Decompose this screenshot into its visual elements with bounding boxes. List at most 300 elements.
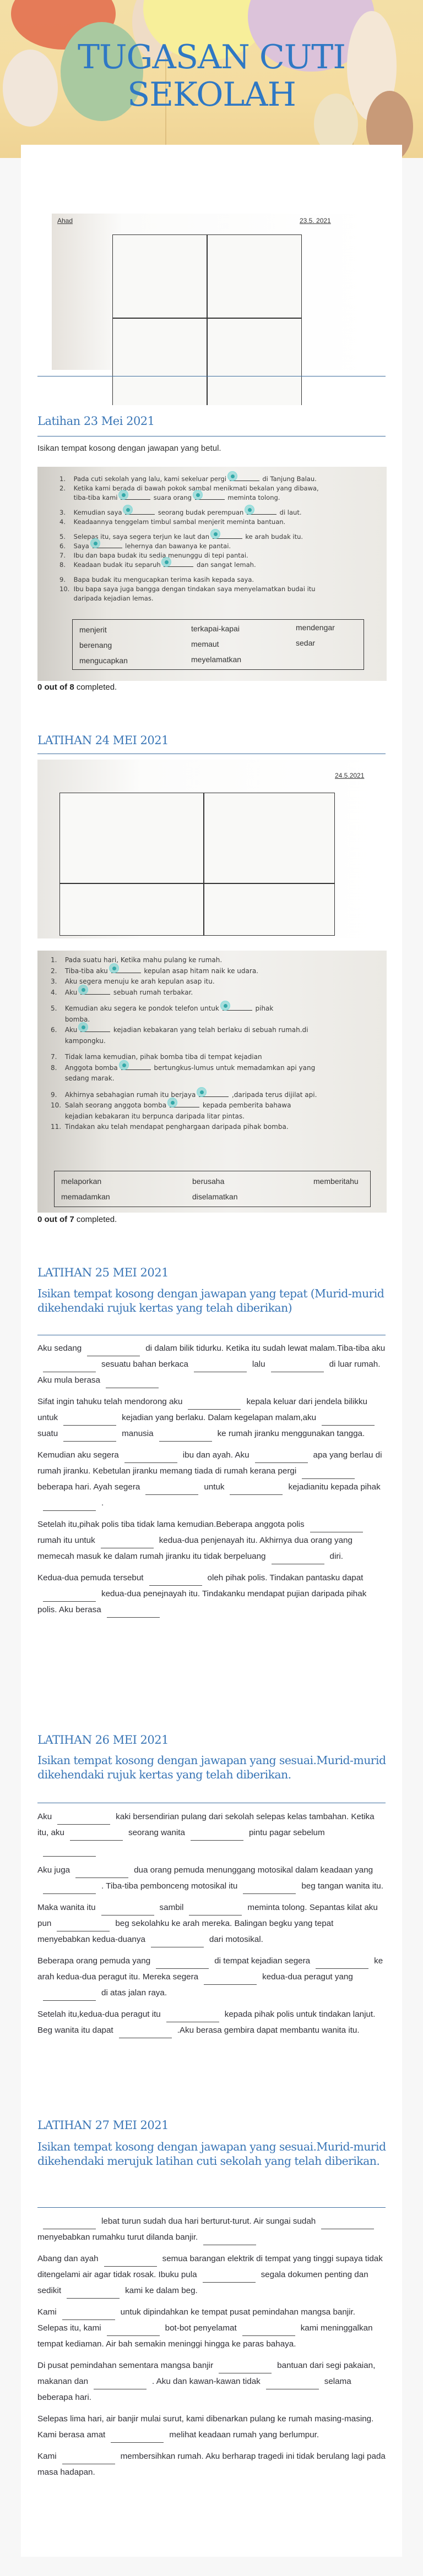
blank-input[interactable]: [63, 1415, 116, 1426]
blank-input[interactable]: [63, 1431, 116, 1442]
hotspot-dot-icon[interactable]: [118, 490, 128, 500]
blank-input[interactable]: [302, 1468, 355, 1479]
section-title-latihan-24: LATIHAN 24 MEI 2021: [37, 734, 169, 747]
blank-input[interactable]: [101, 1904, 154, 1915]
passage-text: Kedua-dua pemuda tersebut: [37, 1573, 144, 1582]
section-subtitle: Isikan tempat kosong dengan jawapan yang sesuai.Murid-murid dikehendaki merujuk latihan cuti sekolah yang telah diberikan.: [37, 2140, 386, 2168]
blank-input[interactable]: [94, 2378, 147, 2389]
hotspot-dot-icon[interactable]: [167, 1098, 177, 1107]
question-text: Ibu dan bapa budak itu sedia menunggu di tepi pantai.: [72, 552, 248, 559]
blank-input[interactable]: [62, 2453, 115, 2464]
hotspot-dot-icon[interactable]: [123, 505, 133, 515]
word-bank-item: mengucapkan: [79, 656, 128, 665]
blank-input[interactable]: [149, 1575, 202, 1586]
section-title-latihan-25: LATIHAN 25 MEI 2021: [37, 1266, 169, 1279]
worksheet-line: [59, 560, 319, 570]
passage-text: lebat turun sudah dua hari berturut-turut. Air sungai sudah: [101, 2217, 316, 2226]
hotspot-dot-icon[interactable]: [109, 963, 119, 973]
passage-text: Sifat ingin tahuku telah mendorong aku: [37, 1397, 183, 1406]
question-text: daripada kejadian lemas.: [72, 594, 154, 602]
passage-paragraph: [37, 2357, 388, 2405]
worksheet-line: [51, 1111, 317, 1122]
passage-text: melihat keadaan rumah yang berlumpur.: [169, 2430, 319, 2439]
word-bank-item: memberitahu: [313, 1177, 359, 1186]
passage-text: kedua-dua penejnayah itu. Tindakanku mendapat pujian daripada pihak polis. Aku berasa: [37, 1589, 367, 1614]
blank-input[interactable]: [159, 1431, 212, 1442]
word-bank: [54, 1171, 371, 1207]
passage-text: Selepas lima hari, air banjir mulai surut, kami dibenarkan pulang ke rumah masing-masing. Kami berasa amat: [37, 2414, 374, 2439]
word-bank-item: meyelamatkan: [191, 655, 242, 664]
answer-hotspot[interactable]: [170, 1101, 199, 1107]
passage-text: Setelah itu,kedua-dua peragut itu: [37, 2010, 161, 2019]
passage-text: Aku: [37, 1812, 52, 1821]
word-bank-item: memadamkan: [61, 1192, 110, 1201]
answer-hotspot[interactable]: [125, 508, 155, 515]
word-bank-item: berusaha: [192, 1177, 225, 1186]
passage-text: rumah itu untuk: [37, 1536, 95, 1545]
blank-input[interactable]: [43, 2218, 96, 2229]
blank-input[interactable]: [62, 2309, 115, 2320]
question-text: kejadian kebakaran itu berpunca daripada litar pintas.: [63, 1112, 245, 1120]
passage-text: kami meninggalkan tempat kediaman. Air bah semakin meninggi hingga ke paras bahaya.: [37, 2323, 373, 2349]
worksheet-24-comic-image: [37, 760, 383, 938]
question-text: Akhirnya sebahagian rumah itu berjaya: [63, 1090, 198, 1099]
blank-input[interactable]: [156, 1958, 209, 1969]
blank-input[interactable]: [203, 2234, 256, 2245]
worksheet-line: [51, 1025, 317, 1036]
progress-suffix: completed.: [76, 683, 117, 692]
question-text: lehernya dan bawanya ke pantai.: [123, 542, 231, 550]
worksheet-line: [51, 987, 317, 998]
hotspot-dot-icon[interactable]: [78, 1022, 88, 1032]
question-text: Aku: [63, 988, 80, 996]
word-bank-item: sedar: [296, 638, 316, 647]
word-bank-item: mendengar: [296, 623, 335, 632]
passage-text: selama beberapa hari.: [37, 2377, 351, 2402]
passage-text: ke arah kedua-dua peragut itu. Mereka segera: [37, 1956, 383, 1982]
question-text: kejadian kebakaran yang telah berlaku di sebuah rumah.di: [111, 1026, 308, 1034]
worksheet-line: [51, 1063, 317, 1074]
answer-hotspot[interactable]: [80, 988, 110, 995]
answer-hotspot[interactable]: [80, 1025, 110, 1032]
hotspot-dot-icon[interactable]: [119, 1060, 129, 1070]
passage-text: Aku sedang: [37, 1344, 82, 1353]
passage-text: Beberapa orang pemuda yang: [37, 1956, 151, 1966]
worksheet-line: [59, 508, 319, 517]
question-number: 9.: [59, 576, 66, 583]
passage-paragraph: [37, 2411, 388, 2443]
progress-status: [37, 1215, 117, 1224]
worksheet-line: [51, 1014, 317, 1025]
answer-hotspot[interactable]: [247, 508, 276, 515]
comic-panel-2: [207, 234, 302, 318]
passage-text: di dalam bilik tidurku. Ketika itu sudah lewat malam.Tiba-tiba aku: [145, 1344, 386, 1353]
passage-text: apa yang berlau di rumah jiranku. Kebetulan jiranku memang tiada di rumah kerana pergi: [37, 1450, 382, 1476]
passage-text: ibu dan ayah. Aku: [182, 1450, 250, 1460]
question-number: 9.: [51, 1090, 57, 1099]
blank-input[interactable]: [70, 1830, 123, 1841]
passage-text: seorang wanita: [128, 1828, 185, 1837]
blank-input[interactable]: [67, 2288, 120, 2299]
passage-text: diri.: [329, 1552, 343, 1561]
passage-paragraph: [37, 1953, 388, 2001]
passage-paragraph: [37, 2251, 388, 2299]
comic-panel-1: [59, 793, 204, 883]
worksheet-line: [59, 585, 319, 594]
passage-text: untuk: [204, 1482, 225, 1492]
header-banner: [0, 0, 423, 158]
blank-input[interactable]: [43, 1361, 96, 1372]
hotspot-dot-icon[interactable]: [245, 505, 254, 515]
blank-input[interactable]: [272, 1553, 324, 1564]
passage-text: kepada pihak polis untuk tindakan lanjut. Beg wanita itu dapat: [37, 2010, 376, 2035]
comic-panel-2: [204, 793, 335, 883]
hotspot-dot-icon[interactable]: [227, 471, 237, 481]
passage-text: bot-bot penyelamat: [165, 2323, 237, 2333]
section-subtitle: Isikan tempat kosong dengan jawapan yang sesuai.Murid-murid dikehendaki rujuk kertas yang telah diberikan.: [37, 1754, 386, 1781]
blank-input[interactable]: [271, 1361, 324, 1372]
passage-text: kepala keluar dari jendela bilikku untuk: [37, 1397, 367, 1422]
question-text: Bapa budak itu mengucapkan terima kasih kepada saya.: [72, 576, 254, 583]
worksheet-line: [59, 484, 319, 493]
worksheet-line: [59, 594, 319, 603]
date-label: 24.5.2021: [335, 772, 365, 779]
question-number: 5.: [51, 1005, 57, 1012]
blank-input[interactable]: [43, 1591, 96, 1602]
passage-text: dari motosikal.: [209, 1935, 263, 1944]
hotspot-dot-icon[interactable]: [210, 529, 220, 539]
blank-input[interactable]: [43, 1990, 96, 2001]
section-title-latihan-26: LATIHAN 26 MEI 2021: [37, 1733, 169, 1747]
blank-input[interactable]: [322, 1415, 375, 1426]
passage-text: Kami: [37, 2452, 57, 2461]
blank-input[interactable]: [189, 1904, 242, 1915]
blank-input[interactable]: [145, 1484, 198, 1495]
blank-input[interactable]: [230, 1484, 283, 1495]
comic-panel-3: [59, 883, 204, 936]
section-subtitle: Isikan tempat kosong dengan jawapan yang tepat (Murid-murid dikehendaki rujuk kertas yang telah diberikan): [37, 1287, 384, 1314]
progress-status: [37, 683, 117, 692]
blank-input[interactable]: [57, 1920, 110, 1931]
passage-text: Aku juga: [37, 1865, 70, 1875]
question-text: tiba-tiba kami: [72, 494, 120, 501]
question-number: 8.: [51, 1063, 57, 1072]
passage-paragraph: [37, 1862, 388, 1894]
worksheet-line: [59, 542, 319, 551]
passage-text: .: [101, 1498, 104, 1508]
passage-text: Kami: [37, 2307, 57, 2317]
passage-text: sambil: [159, 1903, 184, 1912]
answer-hotspot[interactable]: [93, 542, 122, 548]
passage-text: kejadianitu kepada pihak: [288, 1482, 381, 1492]
question-text: Kemudian saya: [72, 509, 124, 516]
question-text: kepulan asap hitam naik ke udara.: [142, 967, 258, 975]
passage-text: semua barangan elektrik di tempat yang tinggi supaya tidak ditengelami air agar tidak rosak. Ibuku pula: [37, 2254, 383, 2279]
answer-hotspot[interactable]: [195, 493, 225, 500]
question-text: kepada pemberita bahawa: [200, 1101, 291, 1109]
word-bank-item: melaporkan: [61, 1177, 102, 1186]
blank-input[interactable]: [166, 2011, 219, 2022]
passage-text: Abang dan ayah: [37, 2254, 99, 2263]
worksheet-line: [51, 1052, 317, 1063]
blank-input[interactable]: [151, 1936, 204, 1947]
answer-hotspot[interactable]: [230, 474, 259, 481]
question-text: di laut.: [277, 509, 302, 516]
passage-text: di atas jalan raya.: [101, 1988, 167, 1998]
passage-paragraph: [37, 1809, 388, 1857]
answer-hotspot[interactable]: [111, 967, 141, 973]
worksheet-questions: [59, 474, 319, 603]
word-bank-item: memaut: [191, 640, 219, 648]
blank-input[interactable]: [316, 1958, 368, 1969]
passage-text: sesuatu bahan berkaca: [101, 1360, 188, 1369]
passage-paragraph: [37, 2448, 388, 2480]
blank-input[interactable]: [321, 2218, 374, 2229]
question-text: Aku segera menuju ke arah kepulan asap itu.: [63, 978, 215, 985]
blank-input[interactable]: [191, 1830, 243, 1841]
worksheet-line: [59, 474, 319, 484]
passage-text: lalu: [252, 1360, 265, 1369]
worksheet-line: [51, 976, 317, 987]
passage-paragraph: [37, 1570, 388, 1618]
question-number: 7.: [59, 552, 66, 559]
passage-text: beberapa hari. Ayah segera: [37, 1482, 140, 1492]
hotspot-dot-icon[interactable]: [78, 985, 88, 995]
blank-input[interactable]: [204, 1974, 257, 1985]
answer-hotspot[interactable]: [164, 560, 193, 567]
blank-input[interactable]: [106, 1377, 159, 1388]
question-text: bertungkus-lumus untuk memadamkan api yang: [151, 1063, 316, 1072]
comic-panel-3: [112, 318, 207, 405]
word-bank-item: diselamatkan: [192, 1192, 238, 1201]
blank-input[interactable]: [119, 2027, 172, 2038]
blank-input[interactable]: [255, 1452, 308, 1463]
progress-count: 0 out of 8: [37, 683, 74, 692]
question-text: Aku: [63, 1026, 80, 1034]
question-text: Tidak lama kemudian, pihak bomba tiba di tempat kejadian: [63, 1053, 262, 1061]
instruction-text: Isikan tempat kosong dengan jawapan yang betul.: [37, 444, 221, 453]
question-number: 6.: [59, 542, 66, 550]
question-text: pihak: [253, 1005, 274, 1012]
question-number: 11.: [51, 1123, 62, 1131]
question-number: 1.: [59, 475, 66, 483]
worksheet-line: [51, 1090, 317, 1101]
passage-text: ke rumah jiranku menggunakan tangga.: [217, 1429, 365, 1438]
passage-text: dua orang pemuda menunggang motosikal dalam keadaan yang: [134, 1865, 373, 1875]
worksheet-line: [51, 1003, 317, 1014]
question-text: Kemudian aku segera ke pondok telefon untuk: [63, 1005, 221, 1012]
worksheet-line: [59, 517, 319, 527]
passage-text: manusia: [122, 1429, 154, 1438]
comic-panel-4: [204, 883, 335, 936]
worksheet-line: [51, 1036, 317, 1047]
section-title-latihan-27: LATIHAN 27 MEI 2021: [37, 2119, 169, 2132]
blank-input[interactable]: [111, 2432, 164, 2443]
passage-paragraph: [37, 2304, 388, 2352]
page-title: [0, 39, 423, 113]
fill-in-passage: [37, 1340, 388, 1623]
answer-hotspot[interactable]: [121, 1063, 151, 1070]
word-bank-item: terkapai-kapai: [191, 624, 240, 633]
question-number: 8.: [59, 561, 66, 569]
answer-hotspot[interactable]: [121, 493, 150, 500]
title-line: TUGASAN CUTI: [77, 38, 346, 77]
passage-text: pintu pagar sebelum: [248, 1828, 325, 1837]
title-line: SEKOLAH: [127, 75, 296, 114]
passage-text: oleh pihak polis. Tindakan pantasku dapat: [207, 1573, 364, 1582]
passage-text: kedua-dua peragut yang: [262, 1972, 353, 1982]
blank-input[interactable]: [203, 2272, 256, 2283]
hotspot-dot-icon[interactable]: [197, 1087, 207, 1097]
word-bank-item: berenang: [79, 641, 112, 650]
question-number: 2.: [51, 967, 57, 975]
blank-input[interactable]: [194, 1361, 247, 1372]
word-bank-item: menjerit: [79, 625, 107, 634]
passage-text: beg tangan wanita itu.: [301, 1881, 383, 1891]
day-label: Ahad: [57, 217, 73, 225]
blank-input[interactable]: [219, 2362, 272, 2373]
date-label: 23.5. 2021: [300, 217, 331, 225]
blank-input[interactable]: [107, 2325, 160, 2336]
blank-input[interactable]: [43, 1883, 96, 1894]
blank-input[interactable]: [310, 1521, 363, 1532]
passage-paragraph: [37, 2006, 388, 2038]
intro-comic-image: [52, 214, 371, 370]
passage-text: di tempat kejadian segera: [214, 1956, 311, 1966]
passage-text: .Aku berasa gembira dapat membantu wanita itu.: [177, 2026, 360, 2035]
blank-input[interactable]: [57, 1814, 110, 1825]
question-number: 6.: [51, 1026, 57, 1034]
section-title-latihan-23: Latihan 23 Mei 2021: [37, 414, 155, 428]
hotspot-dot-icon[interactable]: [90, 538, 100, 548]
passage-text: meminta tolong. Sepantas kilat aku pun: [37, 1903, 378, 1928]
passage-text: Di pusat pemindahan sementara mangsa banjir: [37, 2361, 214, 2370]
question-number: 10.: [59, 585, 70, 593]
passage-paragraph: [37, 1900, 388, 1947]
question-text: kampongku.: [63, 1036, 106, 1045]
worksheet-line: [51, 1100, 317, 1111]
question-text: dan sangat lemah.: [194, 561, 256, 569]
question-number: 10.: [51, 1101, 62, 1109]
passage-text: kami ke dalam beg.: [125, 2286, 198, 2295]
question-text: Tindakan aku telah mendapat penghargaan daripada pihak bomba.: [63, 1123, 289, 1131]
comic-panel-4: [207, 318, 302, 405]
passage-text: di luar rumah. Aku mula berasa: [37, 1360, 381, 1385]
worksheet-line: [51, 1073, 317, 1084]
question-text: sedang marak.: [63, 1074, 115, 1082]
question-number: 3.: [59, 509, 66, 516]
question-number: 1.: [51, 956, 57, 964]
question-text: Salah seorang anggota bomba: [63, 1101, 169, 1109]
question-number: 2.: [59, 484, 66, 492]
blank-input[interactable]: [87, 1345, 140, 1356]
passage-text: Kemudian aku segera: [37, 1450, 119, 1460]
answer-hotspot[interactable]: [213, 532, 242, 539]
question-text: Saya: [72, 542, 91, 550]
passage-text: kaki bersendirian pulang dari sekolah selepas kelas tambahan. Ketika itu, aku: [37, 1812, 375, 1837]
worksheet-line: [51, 955, 317, 966]
blank-input[interactable]: [266, 2378, 319, 2389]
passage-text: suatu: [37, 1429, 58, 1438]
passage-paragraph: [37, 1394, 388, 1442]
question-number: 7.: [51, 1053, 57, 1061]
question-text: Tiba-tiba aku: [63, 967, 110, 975]
passage-text: kedua-dua penjenayah itu. Akhirnya dua orang yang memecah masuk ke dalam rumah jiranku itu tidak berpeluang: [37, 1536, 352, 1561]
question-text: bomba.: [63, 1015, 90, 1023]
blank-input[interactable]: [243, 1883, 296, 1894]
question-text: sebuah rumah terbakar.: [111, 988, 193, 996]
worksheet-24-image: [37, 951, 387, 1213]
fill-in-passage: [37, 2213, 388, 2486]
passage-paragraph: [37, 2213, 388, 2245]
passage-text: Setelah itu,pihak polis tiba tidak lama kemudian.Beberapa anggota polis: [37, 1520, 305, 1529]
answer-hotspot[interactable]: [199, 1090, 229, 1097]
question-text: ke arah budak itu.: [243, 533, 303, 541]
question-text: meminta tolong.: [225, 494, 280, 501]
blank-input[interactable]: [104, 2256, 157, 2267]
blank-input[interactable]: [188, 1399, 241, 1410]
worksheet-line: [51, 966, 317, 977]
passage-text: . Tiba-tiba pembonceng motosikal itu: [101, 1881, 238, 1891]
hotspot-dot-icon[interactable]: [220, 1001, 230, 1011]
passage-text: kejadian yang berlaku. Dalam kegelapan malam,aku: [122, 1413, 317, 1422]
divider: [37, 2207, 386, 2208]
question-text: Pada cuti sekolah yang lalu, kami sekeluar pergi: [72, 475, 229, 483]
hotspot-dot-icon[interactable]: [161, 557, 171, 567]
blank-input[interactable]: [43, 1500, 96, 1511]
passage-text: segala dokumen penting dan sedikit: [37, 2270, 368, 2295]
question-number: 4.: [51, 988, 57, 996]
passage-text: untuk dipindahkan ke tempat pusat pemindahan mangsa banjir. Selepas itu, kami: [37, 2307, 355, 2333]
question-number: 4.: [59, 518, 66, 526]
blank-input[interactable]: [242, 2325, 295, 2336]
passage-paragraph: [37, 1340, 388, 1388]
question-text: Keadaan budak itu separuh: [72, 561, 163, 569]
question-text: di Tanjung Balau.: [260, 475, 317, 483]
blank-input[interactable]: [124, 1452, 177, 1463]
worksheet-line: [59, 551, 319, 560]
worksheet-line: [51, 1122, 317, 1133]
hotspot-dot-icon[interactable]: [193, 490, 203, 500]
passage-paragraph: [37, 1447, 388, 1511]
question-number: 3.: [51, 978, 57, 985]
question-text: Selepas itu, saya segera terjun ke laut dan: [72, 533, 212, 541]
question-number: 5.: [59, 533, 66, 541]
blank-input[interactable]: [43, 1846, 96, 1857]
question-text: Anggota bomba: [63, 1063, 120, 1072]
worksheet-questions: [51, 955, 317, 1133]
worksheet-line: [59, 493, 319, 503]
question-text: Ibu bapa saya juga bangga dengan tindakan saya menyelamatkan budai itu: [72, 585, 316, 593]
question-text: ,daripada terus dijilat api.: [230, 1090, 317, 1099]
progress-count: 0 out of 7: [37, 1215, 74, 1224]
passage-text: bantuan dari segi pakaian, makanan dan: [37, 2361, 376, 2386]
blank-input[interactable]: [75, 1867, 128, 1878]
word-bank: [72, 619, 364, 670]
question-text: Ketika kami berada di bawah pokok sambal menikmati bekalan yang dibawa,: [72, 484, 319, 492]
question-text: Pada suatu hari, Ketika mahu pulang ke rumah.: [63, 956, 223, 964]
passage-paragraph: [37, 1516, 388, 1564]
fill-in-passage: [37, 1809, 388, 2044]
passage-text: . Aku dan kawan-kawan tidak: [152, 2377, 261, 2386]
blank-input[interactable]: [107, 1607, 160, 1618]
answer-hotspot[interactable]: [223, 1004, 252, 1011]
passage-text: beg sekolahku ke arah mereka. Balingan begku yang tepat menyebabkan kedua-duanya: [37, 1919, 334, 1944]
question-text: seorang budak perempuan: [156, 509, 246, 516]
comic-panel-1: [112, 234, 207, 318]
worksheet-line: [59, 575, 319, 585]
blank-input[interactable]: [101, 1537, 154, 1548]
